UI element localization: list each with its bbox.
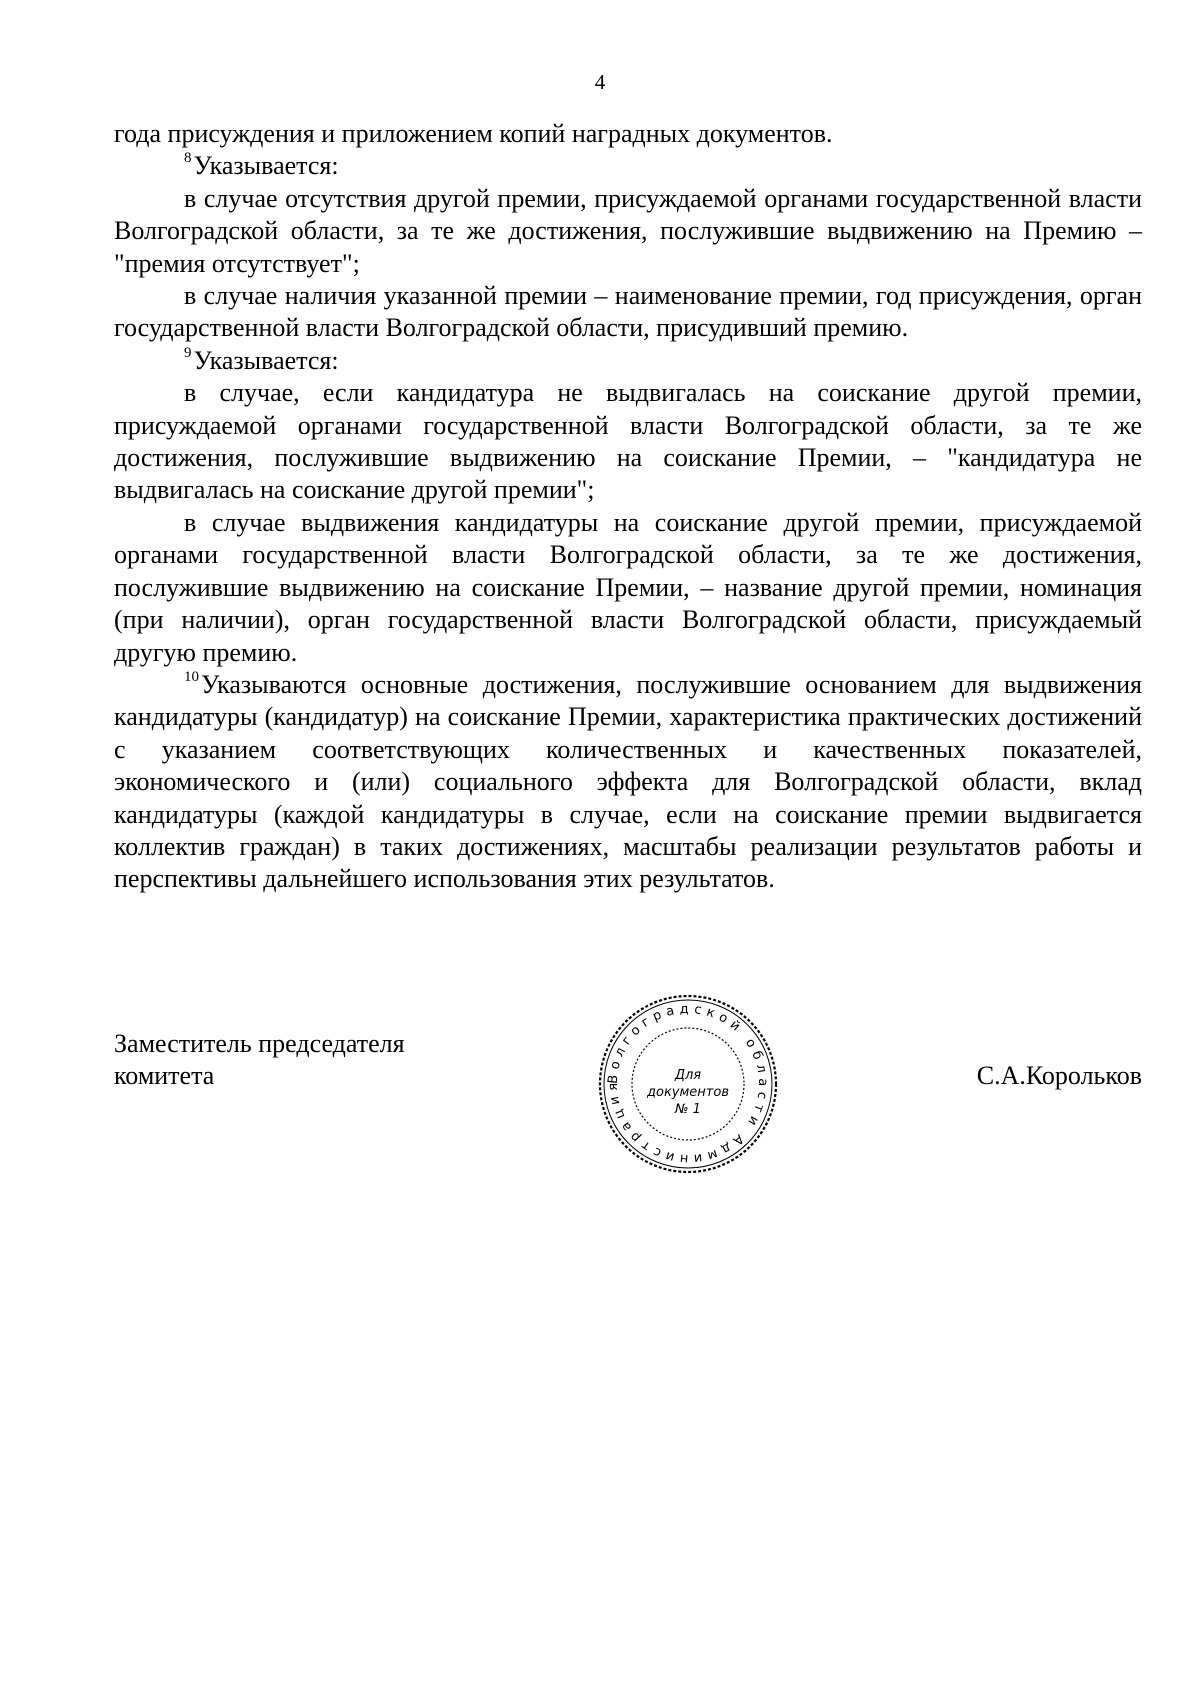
- signatory-title-line-2: комитета: [114, 1061, 215, 1091]
- footnote-9-label: Указывается:: [193, 345, 339, 375]
- footnote-9-case-nominated: в случае выдвижения кандидатуры на соискание другой премии, присуждаемой органами государственной власти Волгоградской области, за те же достижения, послужившие выдвижению на соискание Премии, – название другой премии, номинация (при наличии), орган государственной власти Волгоградской области, присуждаемый другую премию.: [114, 507, 1142, 667]
- seal-ring-text: Волгоградской области Администрация: [605, 1001, 771, 1167]
- seal-center-line-3: № 1: [675, 1102, 701, 1117]
- footnote-8-mark: 8: [184, 150, 192, 167]
- footnote-10-paragraph: [114, 669, 1142, 896]
- signatory-title-line-1: Заместитель председателя: [114, 1029, 405, 1058]
- official-seal-stamp: [597, 993, 779, 1175]
- seal-center-line-1: Для: [674, 1068, 702, 1083]
- footnote-9-mark: 9: [184, 344, 192, 361]
- footnote-8-case-absent: в случае отсутствия другой премии, присуждаемой органами государственной власти Волгоградской области, за те же достижения, послужившие выдвижению на Премию – "премия отсутствует";: [114, 183, 1142, 278]
- footnote-9-case-not-nominated: в случае, если кандидатура не выдвигалась на соискание другой премии, присуждаемой органами государственной власти Волгоградской области, за те же достижения, послужившие выдвижению на соискание Премии, – "кандидатура не выдвигалась на соискание другой премии";: [114, 378, 1142, 505]
- signatory-title: [114, 1028, 405, 1093]
- paragraph-continuation: года присуждения и приложением копий наградных документов.: [114, 119, 833, 148]
- footnote-8-case-present: в случае наличия указанной премии – наименование премии, год присуждения, орган государственной власти Волгоградской области, присудивший премию.: [114, 281, 1142, 343]
- signatory-name: С.А.Корольков: [976, 1061, 1142, 1090]
- footnote-10-text: Указываются основные достижения, послужившие основанием для выдвижения кандидатуры (кандидатур) на соискание Премии, характеристика практических достижений с указанием соответствующих количественных и качественных показателей, экономического и (или) социального эффекта для Волгоградской области, вклад кандидатуры (каждой кандидатуры в случае, если на соискание премии выдвигается коллектив граждан) в таких достижениях, масштабы реализации результатов работы и перспективы дальнейшего использования этих результатов.: [114, 669, 1142, 894]
- footnote-8-heading: [114, 150, 1142, 182]
- seal-center-line-2: документов: [647, 1085, 729, 1100]
- footnote-9-heading: [114, 345, 1142, 377]
- page-number: 4: [594, 70, 606, 94]
- footnote-10-mark: 10: [184, 668, 199, 685]
- footnotes-body: [114, 118, 1142, 896]
- footnote-8-label: Указывается:: [193, 151, 339, 181]
